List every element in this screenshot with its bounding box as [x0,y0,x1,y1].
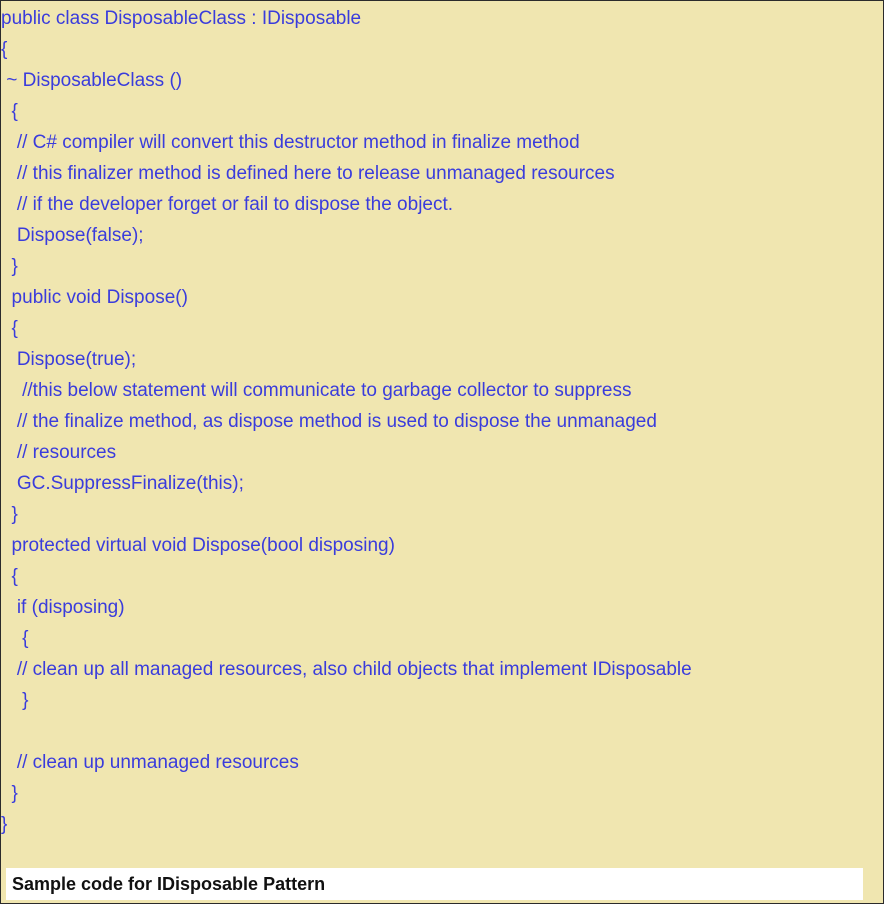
code-line: // resources [1,442,117,463]
code-line: { [1,566,18,587]
code-line: } [1,783,18,804]
code-line: // if the developer forget or fail to dispose the object. [1,194,454,215]
code-line: //this below statement will communicate to garbage collector to suppress [1,380,632,401]
code-line: } [1,690,29,711]
code-line: { [1,101,18,122]
code-line: GC.SuppressFinalize(this); [1,473,244,494]
code-line: // C# compiler will convert this destructor method in finalize method [1,132,580,153]
code-line: protected virtual void Dispose(bool disposing) [1,535,395,556]
code-line: Dispose(false); [1,225,144,246]
code-line: // this finalizer method is defined here to release unmanaged resources [1,163,615,184]
code-line: // clean up unmanaged resources [1,752,299,773]
code-line: { [1,628,29,649]
code-line: } [1,256,18,277]
code-line: Dispose(true); [1,349,137,370]
code-line: // clean up all managed resources, also child objects that implement IDisposable [1,659,692,680]
code-line: } [1,504,18,525]
code-line: { [1,39,8,60]
code-line: { [1,318,18,339]
code-line: } [1,814,8,835]
code-line: // the finalize method, as dispose method is used to dispose the unmanaged [1,411,657,432]
code-line: public void Dispose() [1,287,188,308]
code-line: public class DisposableClass : IDisposable [1,8,362,29]
figure-caption: Sample code for IDisposable Pattern [6,868,863,900]
code-line: ~ DisposableClass () [1,70,183,91]
code-line: if (disposing) [1,597,125,618]
